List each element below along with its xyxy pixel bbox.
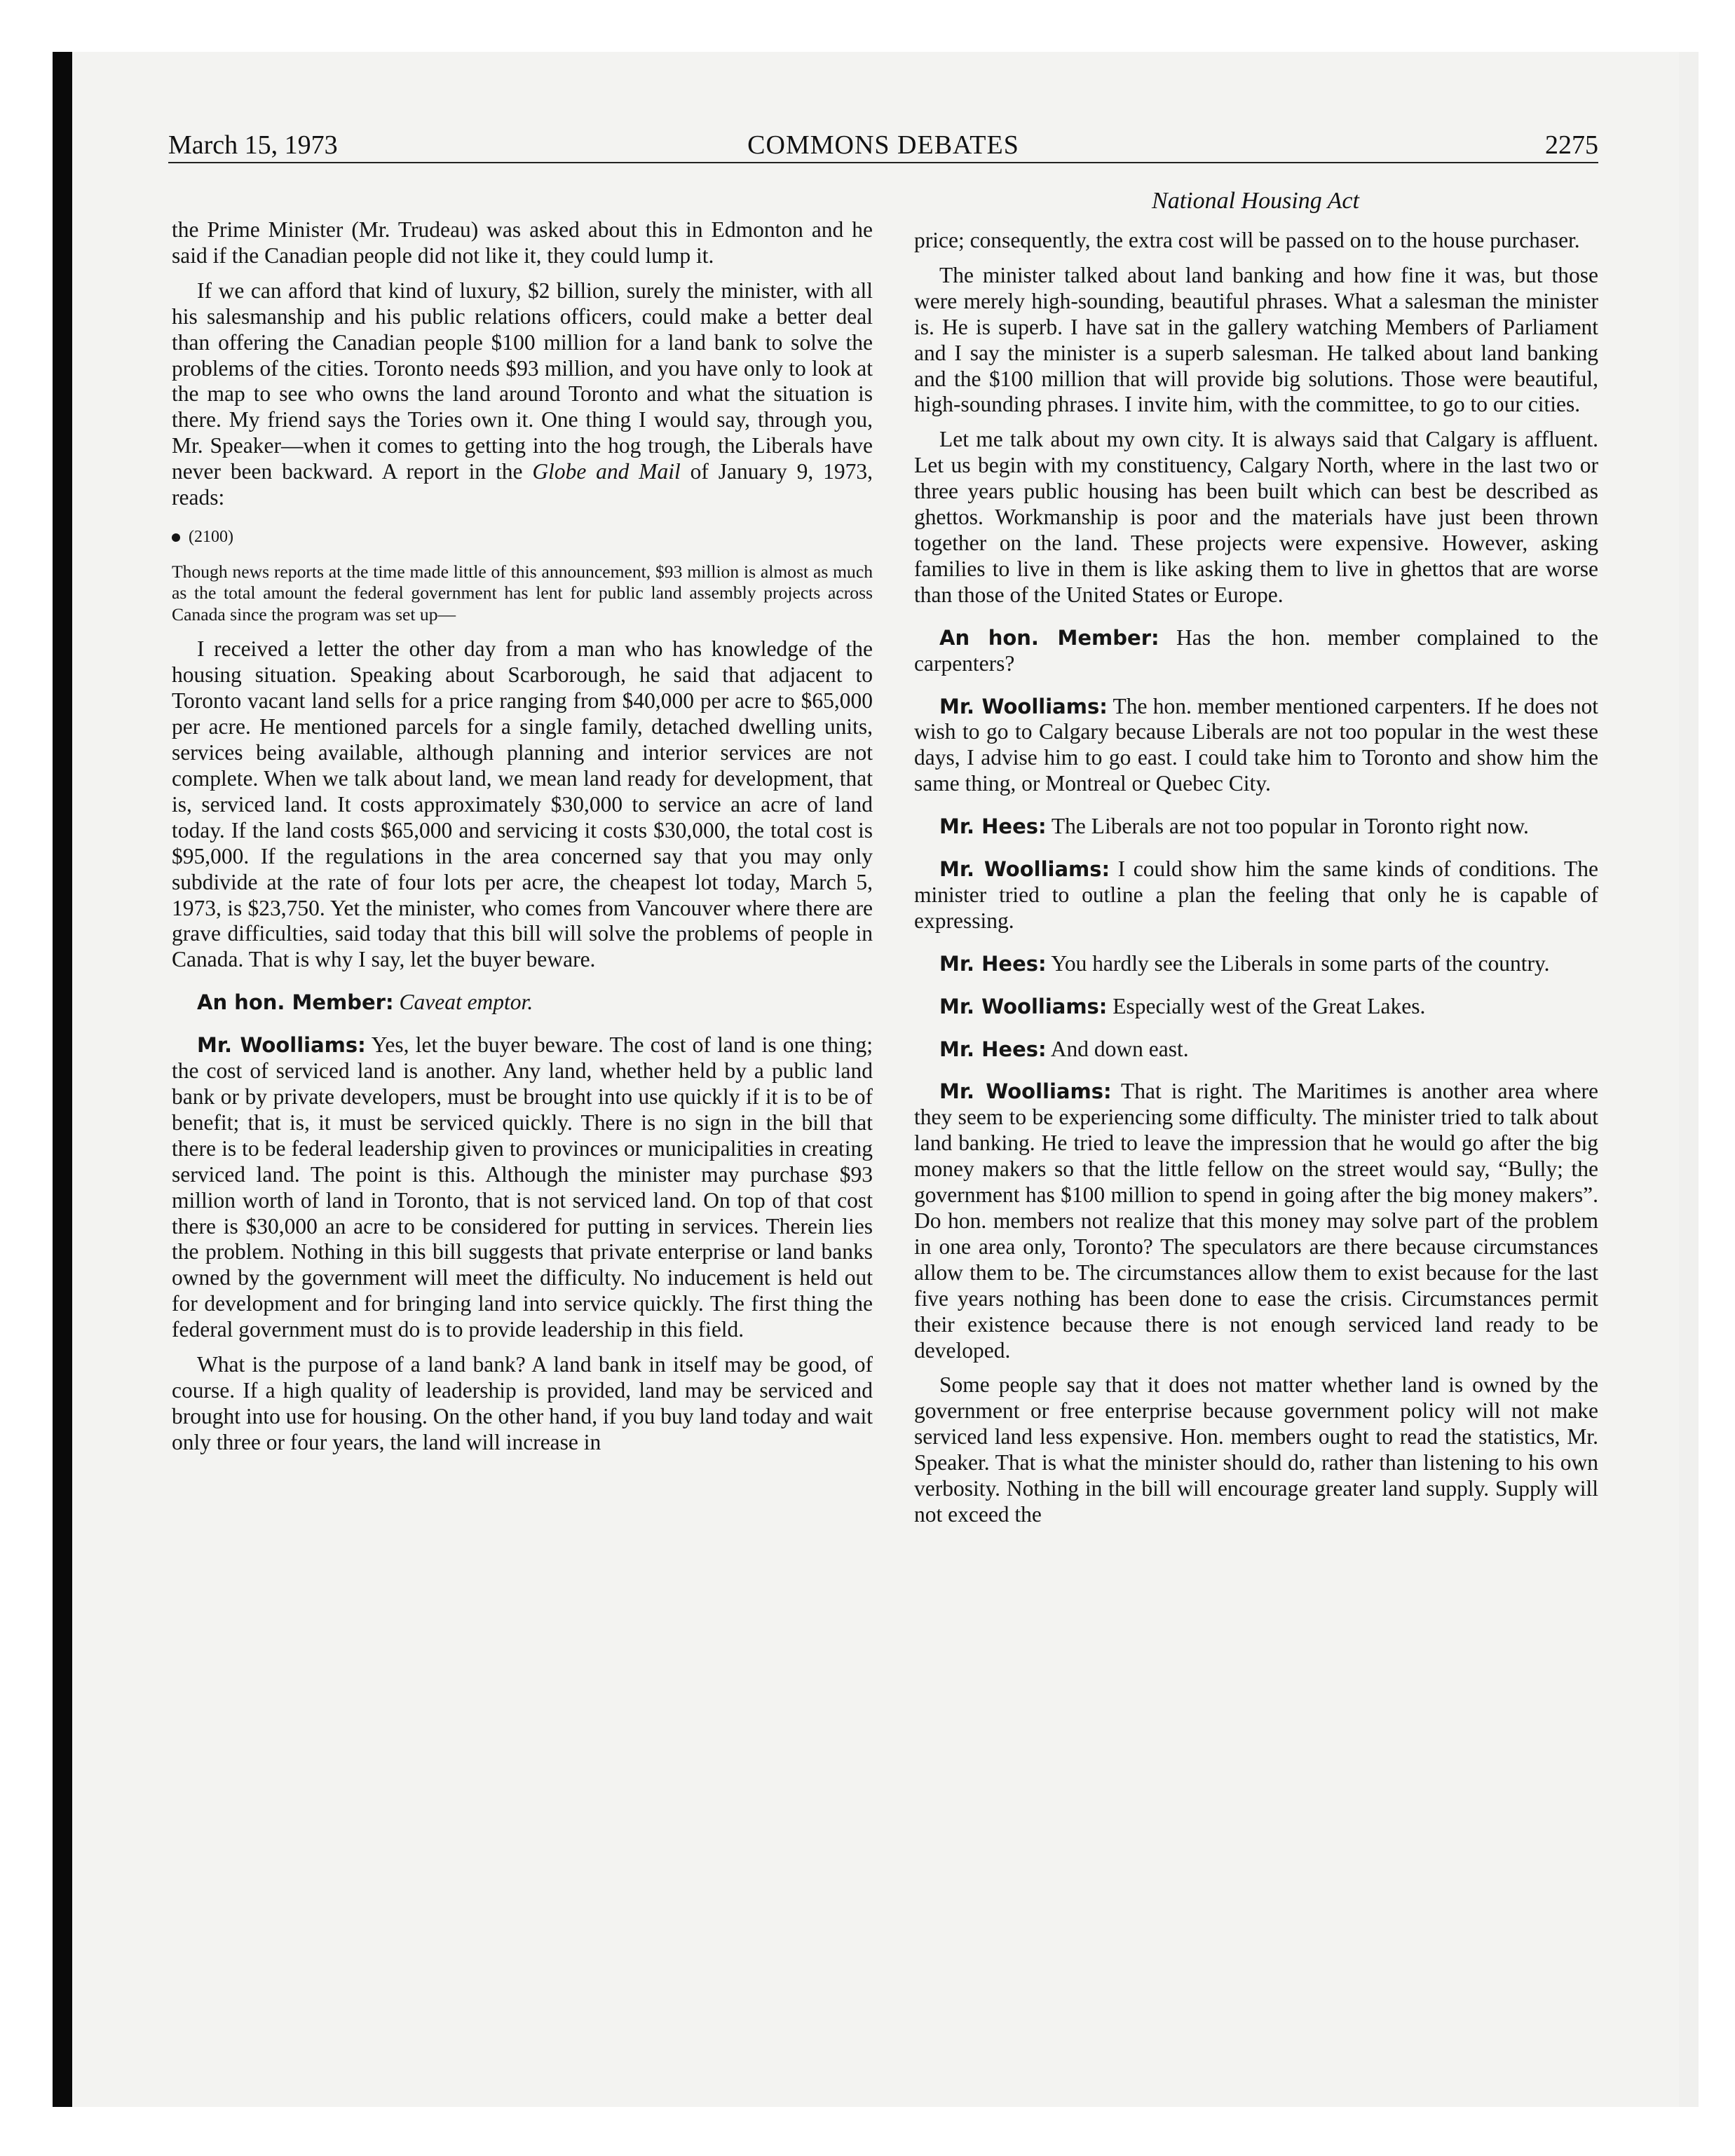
speech-text: Yes, let the buyer beware. The cost of land is one thing; the cost of serviced land is another. Any land, whether held by a public land bank or by private developers, must be brought into use quickly if it is to be of benefit; that is, it must be serviced quickly. There is no sign in the bill that there is to be federal leadership given to provinces or municipalities in creating serviced land. The point is this. Although the minister may purchase $93 million worth of land in Toronto, that is not serviced land. On top of that cost there is $30,000 an acre to be considered for putting in services. Therein lies the problem. Nothing in this bill suggests that private enterprise or land banks owned by the government will meet the difficulty. No inducement is held out for development and for bringing land into service quickly. The first thing the federal government must do is to provide leadership in this field. [172, 1032, 873, 1342]
header-rule [168, 162, 1598, 163]
speaker-name: Mr. Woolliams: [939, 694, 1108, 718]
speech [914, 951, 1598, 977]
speaker-name: An hon. Member: [197, 990, 394, 1015]
paragraph: Let me talk about my own city. It is always said that Calgary is affluent. Let us begin with my constituency, Calgary North, where in the last two or three years public housing has been built which can best be described as ghettos. Workmanship is poor and the materials have just been thrown together on the land. These projects were expensive. However, asking families to live in them is like asking them to live in ghettos that are worse than those of the United States or Europe. [914, 427, 1598, 607]
speaker-name: Mr. Woolliams: [197, 1033, 366, 1058]
right-column [914, 228, 1598, 1528]
speaker-name: Mr. Hees: [939, 1037, 1047, 1061]
speech [914, 625, 1598, 677]
bullet-icon [172, 533, 180, 542]
left-column [172, 217, 873, 1456]
header-publication-title: COMMONS DEBATES [747, 130, 1019, 160]
speech-text: Has the hon. member complained to the carpenters? [914, 625, 1598, 676]
speech-woolliams [172, 1032, 873, 1343]
speaker-name: Mr. Hees: [939, 814, 1047, 839]
header-date: March 15, 1973 [168, 130, 338, 160]
speech-text: The hon. member mentioned carpenters. If he does not wish to go to Calgary because Liberals are not too popular in the west these days, I advise him to go east. I could take him to Toronto and show him the same thing, or Montreal or Quebec City. [914, 693, 1598, 796]
speech-text: Especially west of the Great Lakes. [1107, 993, 1426, 1018]
speech [914, 1079, 1598, 1363]
speech-caveat [172, 990, 873, 1016]
paragraph [172, 278, 873, 511]
speaker-name: Mr. Woolliams: [939, 1079, 1112, 1104]
speaker-name: An hon. Member: [939, 625, 1159, 650]
speech [914, 857, 1598, 934]
speech [914, 1037, 1598, 1063]
paragraph: The minister talked about land banking and how fine it was, but those were merely high-sounding, beautiful phrases. What a salesman the minister is. He is superb. I have sat in the gallery watching Members of Parliament and I say the minister is a superb salesman. He talked about land banking and the $100 million that will provide big solutions. Those were beautiful, high-sounding phrases. I invite him, with the committee, to go to our cities. [914, 262, 1598, 417]
paragraph: Some people say that it does not matter whether land is owned by the government or free enterprise because government policy will not make serviced land less expensive. Hon. members ought to read the statistics, Mr. Speaker. That is what the minister should do, rather than listening to his own verbosity. Nothing in the bill will encourage greater land supply. Supply will not exceed the [914, 1372, 1598, 1527]
paragraph: the Prime Minister (Mr. Trudeau) was asked about this in Edmonton and he said if the Canadian people did not like it, they could lump it. [172, 217, 873, 268]
speech [914, 994, 1598, 1020]
running-head: National Housing Act [1152, 188, 1359, 214]
speech-text: You hardly see the Liberals in some parts of the country. [1046, 950, 1550, 976]
paragraph-text: If we can afford that kind of luxury, $2 billion, surely the minister, with all his salesmanship and his public relations officers, could make a better deal than offering the Canadian people $100 million for a land bank to solve the problems of the cities. Toronto needs $93 million, and you have only to look at the map to see who owns the land around Toronto and what the situation is there. My friend says the Tories own it. One thing I would say, through you, Mr. Speaker—when it comes to getting into the hog trough, the Liberals have never been backward. A report in the [172, 278, 873, 484]
time-marker [172, 526, 873, 547]
paragraph: What is the purpose of a land bank? A land bank in itself may be good, of course. If a high quality of leadership is provided, land may be serviced and brought into use for housing. On the other hand, if you buy land today and wait only three or four years, the land will increase in [172, 1352, 873, 1454]
speech-text: I could show him the same kinds of conditions. The minister tried to outline a plan the feeling that only he is capable of expressing. [914, 857, 1599, 933]
paragraph: price; consequently, the extra cost will be passed on to the house purchaser. [914, 228, 1580, 252]
newspaper-title: Globe and Mail [532, 459, 681, 484]
time-marker-text: (2100) [189, 527, 233, 546]
speaker-name: Mr. Hees: [939, 951, 1047, 976]
speaker-name: Mr. Woolliams: [939, 857, 1110, 882]
speech [914, 694, 1598, 798]
speaker-name: Mr. Woolliams: [939, 994, 1108, 1018]
header-page-number: 2275 [1545, 130, 1598, 160]
page-header [168, 130, 1598, 162]
speech-text: The Liberals are not too popular in Toronto right now. [1046, 814, 1529, 839]
speech-text: Caveat emptor. [399, 990, 533, 1015]
speech-text: That is right. The Maritimes is another area where they seem to be experiencing some difficulty. The minister tried to talk about land banking. He tried to leave the impression that he would go after the big money makers so that the little fellow on the street would say, “Bully; the government has $100 million to spend in going after the big money makers”. Do hon. members not realize that this money may solve part of the problem in one area only, Toronto? The speculators are there because circumstances allow them to be. The circumstances allow them to exist because for the last five years nothing has been done to ease the crisis. Circumstances permit their existence because there is not enough serviced land ready to be developed. [914, 1079, 1599, 1363]
speech [914, 814, 1598, 840]
speech-text: And down east. [1046, 1036, 1189, 1061]
block-quote: Though news reports at the time made little of this announcement, $93 million is almost as much as the total amount the federal government has lent for public land assembly projects across Canada since the program was set up— [172, 561, 873, 625]
paragraph-text: of January 9, 1973, reads: [172, 459, 873, 510]
paragraph: I received a letter the other day from a man who has knowledge of the housing situation. Speaking about Scarborough, he said that adjacent to Toronto vacant land sells for a price ranging from $40,000 per acre to $65,000 per acre. He mentioned parcels for a single family, detached dwelling units, services being available, although planning and interior services are not complete. When we talk about land, we mean land ready for development, that is, serviced land. It costs approximately $30,000 to service an acre of land today. If the land costs $65,000 and servicing it costs $30,000, the total cost is $95,000. If the regulations in the area concerned say that you may only subdivide at the rate of four lots per acre, the cheapest lot today, March 5, 1973, is $23,750. Yet the minister, who comes from Vancouver where there are grave difficulties, said today that this bill will solve the problems of people in Canada. That is why I say, let the buyer beware. [172, 636, 873, 972]
